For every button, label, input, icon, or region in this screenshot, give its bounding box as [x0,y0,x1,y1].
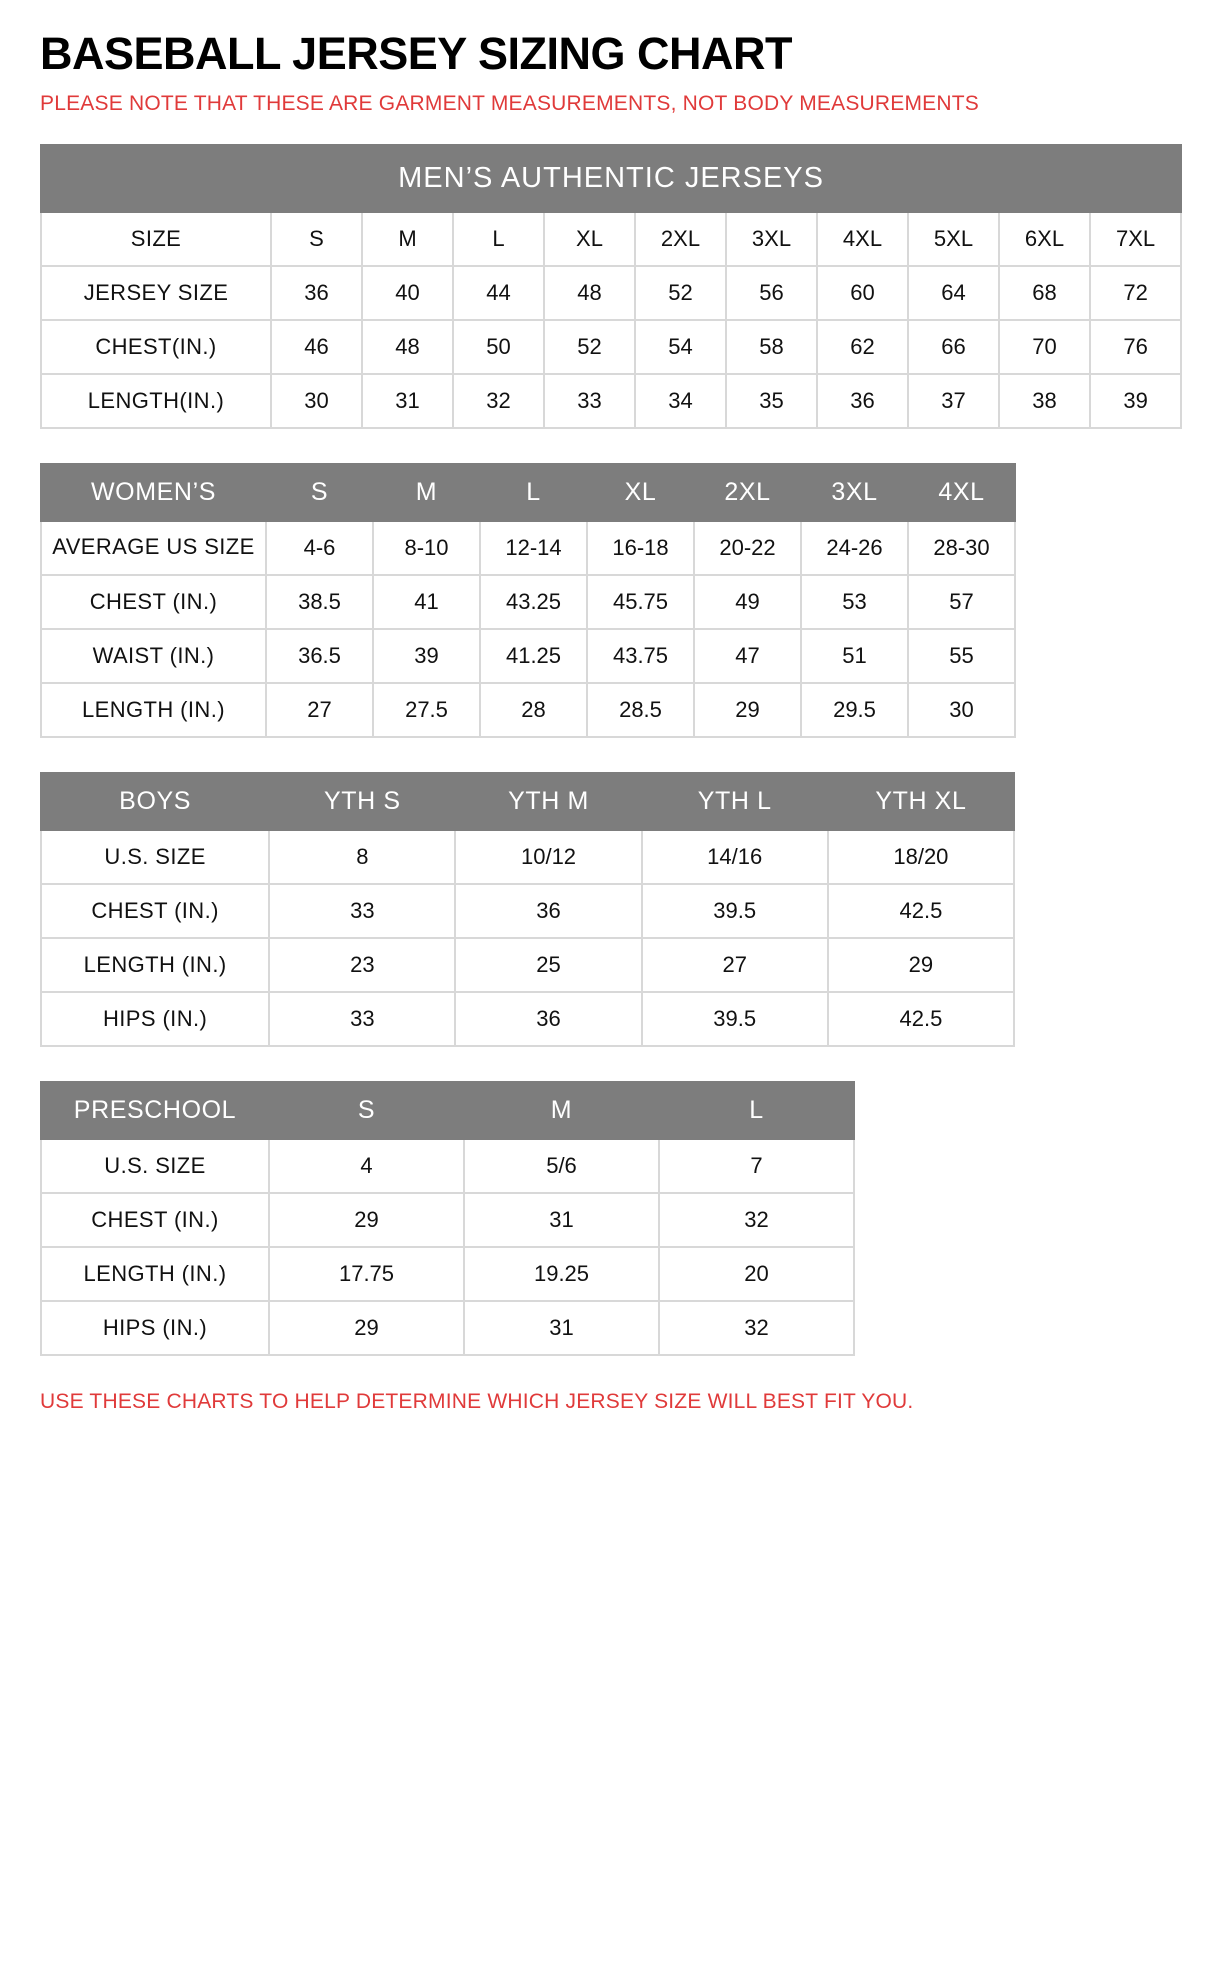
table-row [41,1139,854,1193]
cell: 36 [455,992,641,1046]
cell: 7 [659,1139,854,1193]
row-label: CHEST (IN.) [41,575,266,629]
cell: 35 [726,374,817,428]
cell: 44 [453,266,544,320]
table-row [41,830,1014,884]
cell: 5/6 [464,1139,659,1193]
cell: 18/20 [828,830,1014,884]
cell: 30 [908,683,1015,737]
column-header: 4XL [908,464,1015,521]
table-row [41,374,1181,428]
table-row [41,320,1181,374]
cell: 48 [362,320,453,374]
cell: 20 [659,1247,854,1301]
cell: 25 [455,938,641,992]
column-header: L [480,464,587,521]
row-label: CHEST(IN.) [41,320,271,374]
cell: 31 [464,1193,659,1247]
cell: 72 [1090,266,1181,320]
cell: 31 [464,1301,659,1355]
row-label: WAIST (IN.) [41,629,266,683]
preschool-header-label: PRESCHOOL [41,1082,269,1139]
cell: 2XL [635,212,726,266]
column-header: S [266,464,373,521]
column-header: 2XL [694,464,801,521]
womens-header-label: WOMEN’S [41,464,266,521]
cell: 62 [817,320,908,374]
cell: 39.5 [642,884,828,938]
cell: 29.5 [801,683,908,737]
mens-sizing-table [40,144,1182,429]
column-header: XL [587,464,694,521]
row-label: LENGTH (IN.) [41,938,269,992]
cell: 46 [271,320,362,374]
cell: S [271,212,362,266]
preschool-header-row [41,1082,854,1139]
cell: 38 [999,374,1090,428]
cell: 29 [828,938,1014,992]
table-row [41,1247,854,1301]
cell: 40 [362,266,453,320]
row-label: AVERAGE US SIZE [41,521,266,575]
column-header: M [464,1082,659,1139]
column-header: 3XL [801,464,908,521]
cell: 10/12 [455,830,641,884]
cell: 38.5 [266,575,373,629]
cell: 5XL [908,212,999,266]
cell: 36 [817,374,908,428]
table-row [41,212,1181,266]
table-row [41,1193,854,1247]
column-header: M [373,464,480,521]
cell: 27 [642,938,828,992]
table-row [41,1301,854,1355]
boys-sizing-table [40,772,1015,1047]
cell: 48 [544,266,635,320]
cell: M [362,212,453,266]
row-label: HIPS (IN.) [41,1301,269,1355]
table-row [41,884,1014,938]
cell: 32 [659,1193,854,1247]
column-header: S [269,1082,464,1139]
cell: 14/16 [642,830,828,884]
cell: 28-30 [908,521,1015,575]
table-row [41,683,1015,737]
cell: 20-22 [694,521,801,575]
womens-header-row [41,464,1015,521]
cell: 33 [269,884,455,938]
footer-note: USE THESE CHARTS TO HELP DETERMINE WHICH JERSEY SIZE WILL BEST FIT YOU. [40,1389,914,1413]
row-label: CHEST (IN.) [41,884,269,938]
cell: 42.5 [828,992,1014,1046]
table-row [41,992,1014,1046]
cell: 55 [908,629,1015,683]
cell: 52 [544,320,635,374]
cell: 36 [455,884,641,938]
cell: 6XL [999,212,1090,266]
cell: 31 [362,374,453,428]
cell: 41 [373,575,480,629]
table-row [41,575,1015,629]
cell: 4XL [817,212,908,266]
row-label: LENGTH (IN.) [41,683,266,737]
cell: 24-26 [801,521,908,575]
cell: 66 [908,320,999,374]
cell: 47 [694,629,801,683]
column-header: YTH M [455,773,641,830]
row-label: HIPS (IN.) [41,992,269,1046]
cell: 8 [269,830,455,884]
table-row [41,629,1015,683]
cell: 29 [694,683,801,737]
cell: 29 [269,1193,464,1247]
cell: 3XL [726,212,817,266]
cell: 36.5 [266,629,373,683]
boys-header-label: BOYS [41,773,269,830]
cell: 4-6 [266,521,373,575]
cell: 30 [271,374,362,428]
womens-sizing-table [40,463,1016,738]
cell: 28.5 [587,683,694,737]
cell: 76 [1090,320,1181,374]
cell: 43.25 [480,575,587,629]
column-header: YTH S [269,773,455,830]
cell: 51 [801,629,908,683]
mens-banner-label: MEN’S AUTHENTIC JERSEYS [41,145,1181,212]
cell: 29 [269,1301,464,1355]
table-row [41,938,1014,992]
cell: L [453,212,544,266]
cell: 33 [544,374,635,428]
row-label: CHEST (IN.) [41,1193,269,1247]
cell: 23 [269,938,455,992]
preschool-sizing-table [40,1081,855,1356]
column-header: L [659,1082,854,1139]
cell: 27.5 [373,683,480,737]
cell: 54 [635,320,726,374]
cell: 39.5 [642,992,828,1046]
cell: 68 [999,266,1090,320]
cell: 58 [726,320,817,374]
row-label: SIZE [41,212,271,266]
cell: 4 [269,1139,464,1193]
cell: 45.75 [587,575,694,629]
cell: 16-18 [587,521,694,575]
cell: 60 [817,266,908,320]
cell: 56 [726,266,817,320]
cell: 43.75 [587,629,694,683]
table-row [41,266,1181,320]
cell: XL [544,212,635,266]
cell: 7XL [1090,212,1181,266]
column-header: YTH XL [828,773,1014,830]
cell: 37 [908,374,999,428]
cell: 19.25 [464,1247,659,1301]
column-header: YTH L [642,773,828,830]
cell: 28 [480,683,587,737]
boys-header-row [41,773,1014,830]
cell: 39 [1090,374,1181,428]
cell: 64 [908,266,999,320]
table-row [41,521,1015,575]
row-label: LENGTH(IN.) [41,374,271,428]
cell: 53 [801,575,908,629]
cell: 50 [453,320,544,374]
cell: 32 [659,1301,854,1355]
cell: 34 [635,374,726,428]
row-label: JERSEY SIZE [41,266,271,320]
cell: 17.75 [269,1247,464,1301]
cell: 33 [269,992,455,1046]
cell: 52 [635,266,726,320]
cell: 41.25 [480,629,587,683]
row-label: LENGTH (IN.) [41,1247,269,1301]
cell: 49 [694,575,801,629]
cell: 32 [453,374,544,428]
row-label: U.S. SIZE [41,830,269,884]
mens-banner-row [41,145,1181,212]
row-label: U.S. SIZE [41,1139,269,1193]
cell: 8-10 [373,521,480,575]
measurement-note: PLEASE NOTE THAT THESE ARE GARMENT MEASUREMENTS, NOT BODY MEASUREMENTS [40,92,979,116]
cell: 39 [373,629,480,683]
cell: 36 [271,266,362,320]
cell: 57 [908,575,1015,629]
page-title: BASEBALL JERSEY SIZING CHART [40,28,792,79]
cell: 42.5 [828,884,1014,938]
cell: 27 [266,683,373,737]
cell: 70 [999,320,1090,374]
cell: 12-14 [480,521,587,575]
